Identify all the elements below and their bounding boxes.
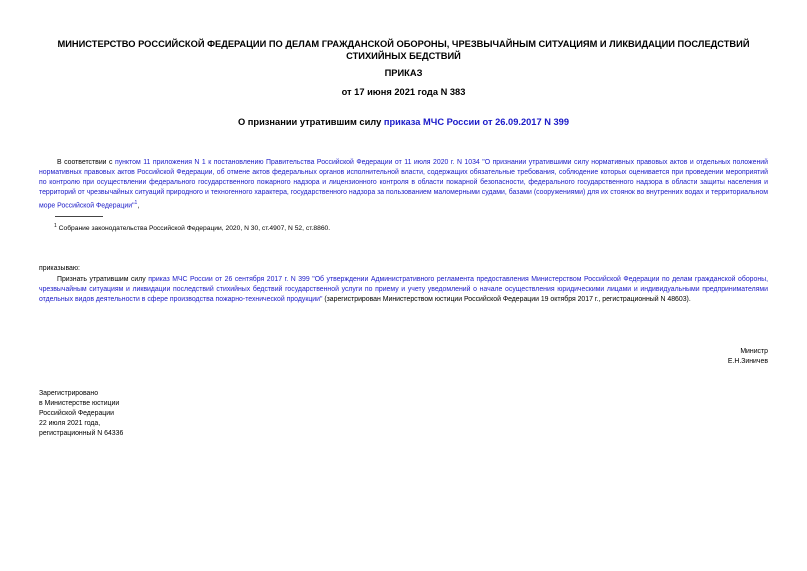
preamble-link[interactable]: пунктом 11 приложения N 1 к постановлению Правительства Российской Федерации от 11 июля 2020 г. N 1034 — [114, 159, 480, 166]
signature-block — [728, 347, 768, 367]
order-text-2: "Об утверждении Административного регламента предоставления Министерством Российской Федерации по делам гражданской обороны, чрезвычайным ситуациям и ликвидации последствий стихийных бедствий государственной услуги по приему и учету уведомлений о начале осуществления юридическими лицами и индивидуальными предпринимателями отдельных видов деятельности в сфере производства пожарно-технической продукции" — [39, 276, 768, 303]
footnote-divider — [55, 216, 103, 217]
order-paragraph — [39, 275, 768, 305]
footnote — [54, 222, 330, 233]
order-date-number: от 17 июня 2021 года N 383 — [341, 87, 466, 97]
signature-role: Министр — [740, 348, 768, 355]
registration-line-2: в Министерстве юстиции — [39, 400, 120, 407]
registration-line-3: Российской Федерации — [39, 410, 114, 417]
registration-line-4: 22 июля 2021 года, — [39, 420, 101, 427]
order-title — [0, 117, 807, 127]
order-link[interactable]: приказ МЧС России от 26 сентября 2017 г. N 399 — [148, 276, 310, 283]
title-link[interactable]: приказа МЧС России от 26.09.2017 N 399 — [383, 117, 570, 127]
order-text-1: Признать утратившим силу — [57, 276, 149, 283]
registration-line-5: регистрационный N 64336 — [39, 430, 124, 437]
order-label: приказываю: — [39, 265, 80, 272]
registration-line-1: Зарегистрировано — [39, 390, 99, 397]
preamble-text-2: "О признании утратившими силу нормативных правовых актов и отдельных положений нормативных правовых актов Российской Федерации, об отмене актов федеральных органов исполнительной власти, содержащих обязательные требования, соблюдение которых оценивается при проведении мероприятий по контролю при осуществлении федерального государственного пожарного надзора и лицензионного контроля в области пожарной безопасности, федерального государственного надзора в области защиты населения и территорий от чрезвычайных ситуаций природного и техногенного характера, государственного надзора за пользованием маломерными судами, базами (сооружениями) для их стоянок во внутренних водах и территориальном море Российской Федерации" — [39, 159, 769, 210]
document-type: ПРИКАЗ — [384, 68, 423, 78]
ministry-heading: МИНИСТЕРСТВО РОССИЙСКОЙ ФЕДЕРАЦИИ ПО ДЕЛАМ ГРАЖДАНСКОЙ ОБОРОНЫ, ЧРЕЗВЫЧАЙНЫМ СИТУАЦИЯМ И ЛИКВИДАЦИИ ПОСЛЕДСТВИЙ СТИХИЙНЫХ БЕДСТВИЙ — [57, 39, 750, 61]
footnote-ref[interactable]: 1 — [134, 200, 138, 206]
signature-name: Е.Н.Зиничев — [727, 358, 768, 365]
title-prefix: О признании утратившим силу — [237, 117, 384, 127]
preamble-text-1: В соответствии с — [57, 159, 115, 166]
preamble-end: , — [137, 202, 140, 210]
footnote-mark: 1 — [54, 223, 57, 229]
registration-block — [39, 389, 123, 439]
order-text-3: (зарегистрирован Министерством юстиции Российской Федерации 19 октября 2017 г., регистрационный N 48603). — [322, 296, 691, 303]
footnote-text: Собрание законодательства Российской Федерации, 2020, N 30, ст.4907, N 52, ст.8860. — [56, 225, 331, 233]
preamble-paragraph — [39, 158, 768, 211]
